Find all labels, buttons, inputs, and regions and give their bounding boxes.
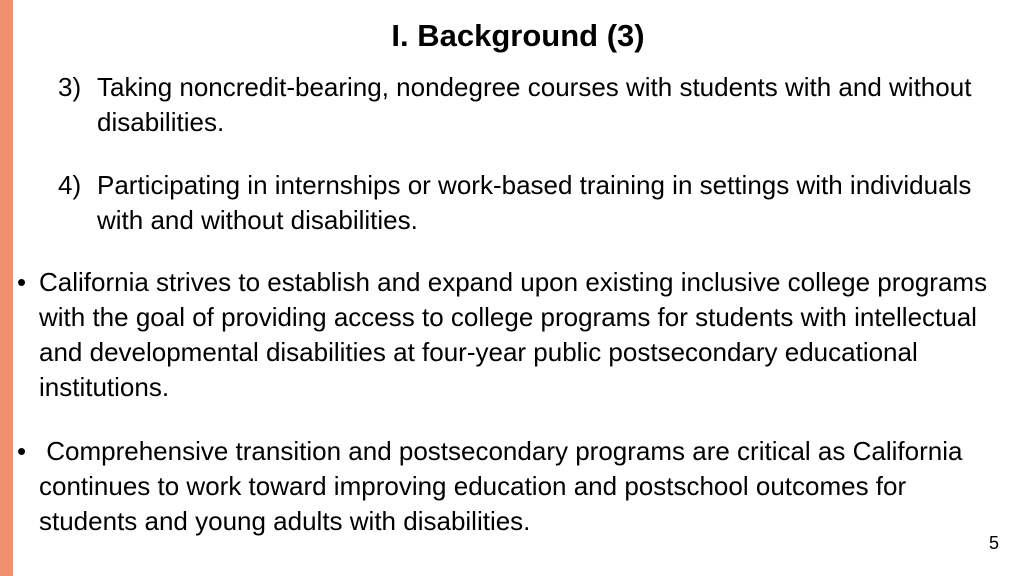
bullet-text: California strives to establish and expand upon existing inclusive college programs with the goal of providing access to college programs for students with intellectual and developmental disabilities at four-year public postsecondary educational institutions. (39, 267, 988, 402)
numbered-item-4 (58, 168, 1008, 238)
accent-bar (0, 0, 13, 576)
bullet-item-transition-programs (17, 434, 1007, 539)
bullet-marker: • (17, 267, 27, 297)
item-marker: 3) (58, 72, 82, 102)
page-number: 5 (988, 533, 999, 553)
item-marker: 4) (58, 170, 82, 200)
bullet-item-california-programs (17, 265, 1007, 405)
bullet-text: Comprehensive transition and postsecondary programs are critical as California continues to work toward improving education and postschool outcomes for students and young adults with disabilities. (39, 436, 970, 536)
item-text: Taking noncredit-bearing, nondegree courses with students with and without disabilities. (97, 72, 972, 137)
numbered-item-3 (58, 70, 1008, 140)
bullet-marker: • (17, 436, 27, 466)
item-text: Participating in internships or work-based training in settings with individuals with and without disabilities. (97, 170, 972, 235)
slide-title: I. Background (3) (391, 18, 645, 53)
